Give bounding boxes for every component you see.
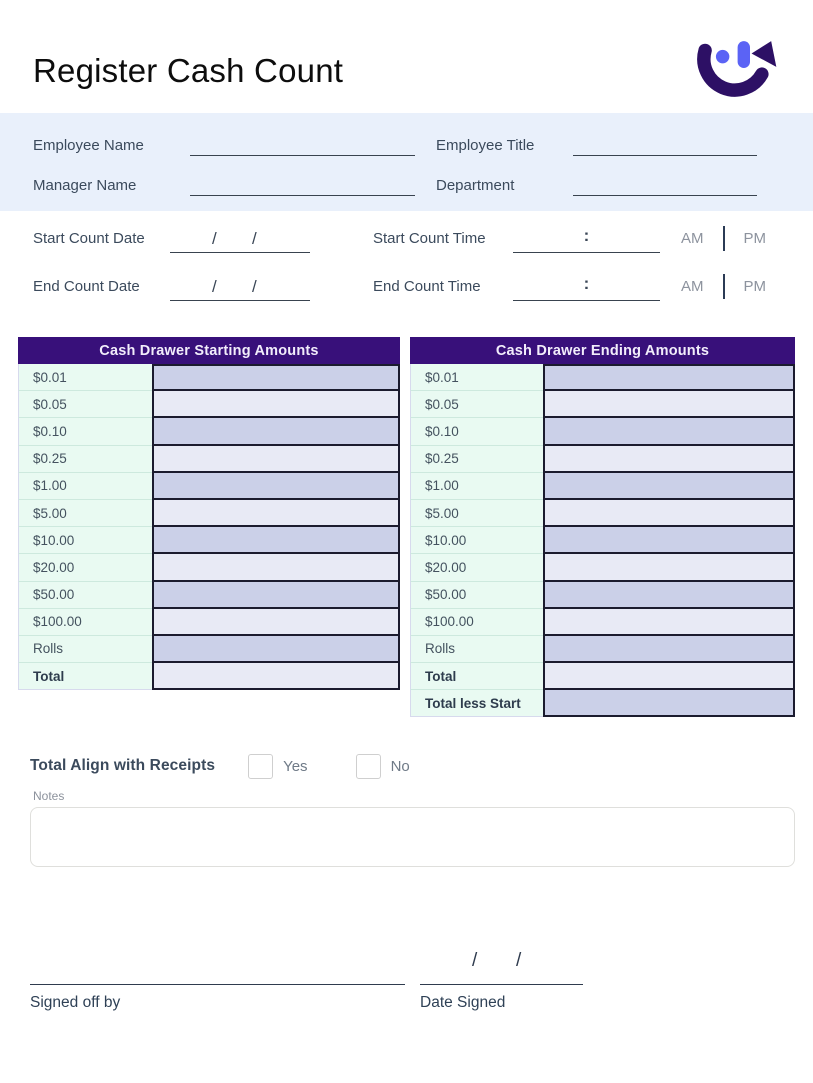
amount-cell[interactable] xyxy=(543,554,795,581)
notes-label: Notes xyxy=(33,789,65,803)
amount-cell[interactable] xyxy=(543,418,795,445)
starting-amounts-table xyxy=(18,337,400,717)
end-count-time-input[interactable] xyxy=(513,271,660,301)
receipts-question-row xyxy=(30,751,410,781)
employee-name-label: Employee Name xyxy=(33,136,144,154)
receipts-question-label: Total Align with Receipts xyxy=(30,757,216,774)
row-label: $100.00 xyxy=(18,609,152,636)
row-label: $0.25 xyxy=(18,446,152,473)
page-title: Register Cash Count xyxy=(33,52,344,89)
row-label: $0.25 xyxy=(410,446,543,473)
amount-cell[interactable] xyxy=(152,364,400,391)
row-label: $20.00 xyxy=(18,554,152,581)
row-label: $1.00 xyxy=(18,473,152,500)
row-label: $5.00 xyxy=(410,500,543,527)
row-label: $0.05 xyxy=(410,391,543,418)
amount-cell[interactable] xyxy=(543,690,795,717)
time-colon-icon: : xyxy=(583,274,590,293)
cash-drawer-tables xyxy=(18,337,795,717)
start-count-time-label: Start Count Time xyxy=(373,229,486,247)
amount-cell[interactable] xyxy=(543,636,795,663)
date-signed-label: Date Signed xyxy=(420,994,506,1011)
start-count-date-input[interactable] xyxy=(170,223,310,253)
end-count-date-input[interactable] xyxy=(170,271,310,301)
date-slash-icon: / xyxy=(212,277,217,296)
employee-info-section xyxy=(0,113,813,211)
employee-name-input[interactable] xyxy=(190,134,415,156)
start-count-date-label: Start Count Date xyxy=(33,229,145,247)
total-row-label: Total xyxy=(18,663,152,690)
total-row-label: Total xyxy=(410,663,543,690)
employee-title-input[interactable] xyxy=(573,134,757,156)
row-label: $50.00 xyxy=(410,582,543,609)
start-pm-option[interactable]: PM xyxy=(743,229,766,247)
row-label: $50.00 xyxy=(18,582,152,609)
end-count-time-label: End Count Time xyxy=(373,277,481,295)
amount-cell[interactable] xyxy=(152,418,400,445)
row-label: $0.01 xyxy=(410,364,543,391)
date-slash-icon: / xyxy=(252,229,257,248)
row-label: $0.10 xyxy=(410,418,543,445)
end-count-row xyxy=(0,263,813,309)
starting-table-header: Cash Drawer Starting Amounts xyxy=(18,337,400,364)
amount-cell[interactable] xyxy=(543,609,795,636)
amount-cell[interactable] xyxy=(543,446,795,473)
row-label: $5.00 xyxy=(18,500,152,527)
date-slash-icon: / xyxy=(472,950,478,971)
row-label: Rolls xyxy=(410,636,543,663)
row-label: $20.00 xyxy=(410,554,543,581)
end-count-date-label: End Count Date xyxy=(33,277,140,295)
department-label: Department xyxy=(436,176,515,194)
am-pm-divider xyxy=(723,274,725,299)
signed-off-by-label: Signed off by xyxy=(30,994,121,1011)
info-row-2 xyxy=(0,165,813,205)
date-slash-icon: / xyxy=(252,277,257,296)
no-checkbox[interactable] xyxy=(356,754,381,779)
amount-cell[interactable] xyxy=(543,391,795,418)
start-count-time-input[interactable] xyxy=(513,223,660,253)
manager-name-input[interactable] xyxy=(190,174,415,196)
row-label: $0.01 xyxy=(18,364,152,391)
smile-arrow-logo-icon xyxy=(691,37,777,101)
row-label: $10.00 xyxy=(410,527,543,554)
row-label: $0.05 xyxy=(18,391,152,418)
row-label: $0.10 xyxy=(18,418,152,445)
start-count-row xyxy=(0,215,813,261)
amount-cell[interactable] xyxy=(543,500,795,527)
ending-table-header: Cash Drawer Ending Amounts xyxy=(410,337,795,364)
amount-cell[interactable] xyxy=(543,527,795,554)
manager-name-label: Manager Name xyxy=(33,176,137,194)
amount-cell[interactable] xyxy=(152,609,400,636)
no-label: No xyxy=(390,757,410,775)
row-label: $1.00 xyxy=(410,473,543,500)
signed-off-by-input[interactable] xyxy=(30,984,405,985)
yes-checkbox[interactable] xyxy=(248,754,273,779)
am-pm-divider xyxy=(723,226,725,251)
info-row-1 xyxy=(0,125,813,165)
count-date-time-section xyxy=(0,213,813,309)
amount-cell[interactable] xyxy=(152,446,400,473)
employee-title-label: Employee Title xyxy=(436,136,535,154)
row-label: $100.00 xyxy=(410,609,543,636)
date-slash-icon: / xyxy=(516,950,522,971)
amount-cell[interactable] xyxy=(543,364,795,391)
amount-cell[interactable] xyxy=(152,582,400,609)
yes-label: Yes xyxy=(283,757,308,775)
amount-cell[interactable] xyxy=(152,473,400,500)
amount-cell[interactable] xyxy=(543,663,795,690)
department-input[interactable] xyxy=(573,174,757,196)
row-label: $10.00 xyxy=(18,527,152,554)
row-label: Rolls xyxy=(18,636,152,663)
start-am-option[interactable]: AM xyxy=(681,229,704,247)
amount-cell[interactable] xyxy=(152,636,400,663)
date-slash-icon: / xyxy=(212,229,217,248)
ending-amounts-table xyxy=(410,337,795,717)
end-pm-option[interactable]: PM xyxy=(743,277,766,295)
amount-cell[interactable] xyxy=(152,663,400,690)
amount-cell[interactable] xyxy=(152,500,400,527)
amount-cell[interactable] xyxy=(543,473,795,500)
amount-cell[interactable] xyxy=(152,391,400,418)
amount-cell[interactable] xyxy=(543,582,795,609)
date-signed-input[interactable] xyxy=(420,984,583,985)
end-am-option[interactable]: AM xyxy=(681,277,704,295)
time-colon-icon: : xyxy=(583,226,590,245)
total-less-start-row-label: Total less Start xyxy=(410,690,543,717)
amount-cell[interactable] xyxy=(152,554,400,581)
notes-textarea[interactable] xyxy=(30,807,795,867)
amount-cell[interactable] xyxy=(152,527,400,554)
